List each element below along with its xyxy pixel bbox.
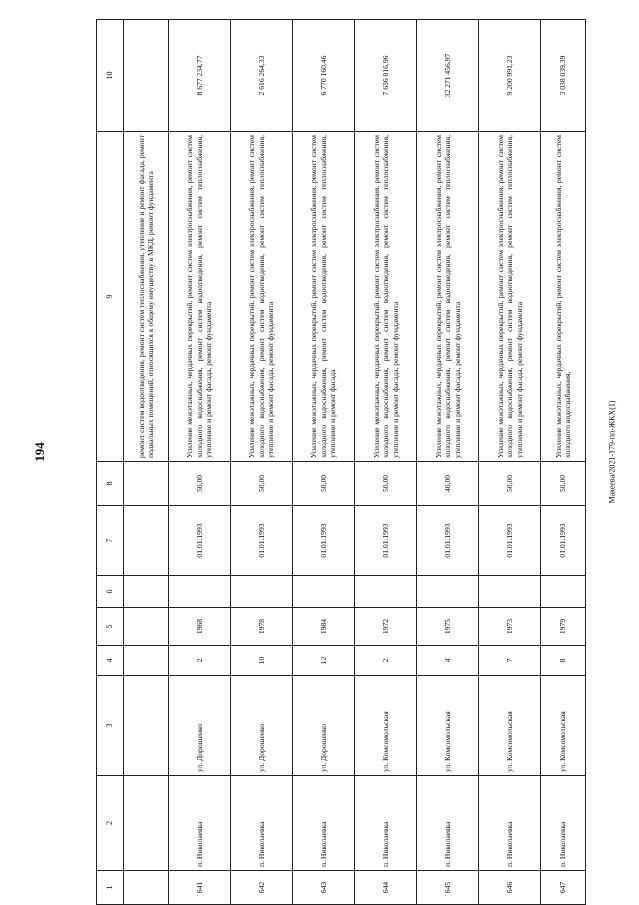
wear-percent-cell: 50,00 [541, 462, 586, 506]
column-6-cell [541, 576, 586, 608]
registration-date-cell: 01.01.1993 [231, 506, 293, 576]
table-row [169, 20, 231, 905]
repair-cost-cell: 9 200 991,23 [479, 20, 541, 132]
table-row [479, 20, 541, 905]
repair-cost-cell: 8 677 234,77 [169, 20, 231, 132]
column-6-cell [293, 576, 355, 608]
build-year-cell: 1984 [293, 608, 355, 646]
col-header-2: 2 [97, 776, 124, 871]
settlement-cell: п. Николаевка [355, 776, 417, 871]
col-header-5: 5 [97, 608, 124, 646]
document-code: Макеева/2021-179-пп-ЖКХ(1) [607, 400, 617, 504]
street-cell: ул. Дорошенко [293, 676, 355, 776]
street-cell: ул. Дорошенко [169, 676, 231, 776]
col-header-10: 10 [97, 20, 124, 132]
house-number-cell: 2 [355, 646, 417, 676]
repair-works-cell: Усиление межэтажных, чердачных перекрытий, ремонт систем электроснабжения, ремонт систем холодного водоснабжения, ремонт систем водоотведения, ремонт систем теплоснабжения, утепление и ремонт фасада [293, 132, 355, 462]
col-header-9: 9 [97, 132, 124, 462]
build-year-cell: 1973 [479, 608, 541, 646]
build-year-cell: 1978 [231, 608, 293, 646]
repair-cost-cell: 2 616 264,33 [231, 20, 293, 132]
table-row [231, 20, 293, 905]
column-6-cell [479, 576, 541, 608]
column-6-cell [417, 576, 479, 608]
settlement-cell: п. Николаевка [293, 776, 355, 871]
repair-cost-cell: 6 770 160,46 [293, 20, 355, 132]
settlement-cell: п. Николаевка [231, 776, 293, 871]
house-number-cell: 12 [293, 646, 355, 676]
street-cell: ул. Комсомольская [541, 676, 586, 776]
continuation-row [124, 20, 169, 905]
repair-works-cell: Усиление межэтажных, чердачных перекрытий, ремонт систем электроснабжения, ремонт систем холодного водоснабжения, ремонт систем водоотведения, ремонт систем теплоснабжения, утепление и ремонт фасада, ремонт фундамента [417, 132, 479, 462]
repair-works-cell: Усиление межэтажных, чердачных перекрытий, ремонт систем электроснабжения, ремонт систем холодного водоснабжения, ремонт систем водоотведения, ремонт систем теплоснабжения, утепление и ремонт фасада, ремонт фундамента [231, 132, 293, 462]
column-number-row [97, 20, 124, 905]
table-row [541, 20, 586, 905]
house-number-cell: 7 [479, 646, 541, 676]
registration-date-cell: 01.01.1993 [479, 506, 541, 576]
build-year-cell: 1979 [541, 608, 586, 646]
build-year-cell: 1968 [169, 608, 231, 646]
row-number-cell: 641 [169, 871, 231, 905]
row-number-cell: 644 [355, 871, 417, 905]
row-number-cell: 645 [417, 871, 479, 905]
registration-date-cell: 01.01.1993 [293, 506, 355, 576]
house-number-cell: 2 [169, 646, 231, 676]
street-cell: ул. Дорошенко [231, 676, 293, 776]
col-header-1: 1 [97, 871, 124, 905]
build-year-cell: 1975 [417, 608, 479, 646]
housing-repair-table [96, 19, 586, 905]
registration-date-cell: 01.01.1993 [355, 506, 417, 576]
wear-percent-cell: 50,00 [293, 462, 355, 506]
street-cell: ул. Комсомольская [417, 676, 479, 776]
col-header-6: 6 [97, 576, 124, 608]
registration-date-cell: 01.01.1993 [417, 506, 479, 576]
settlement-cell: п. Николаевка [169, 776, 231, 871]
table-row [417, 20, 479, 905]
wear-percent-cell: 50,00 [169, 462, 231, 506]
settlement-cell: п. Николаевка [417, 776, 479, 871]
street-cell: ул. Комсомольская [355, 676, 417, 776]
registration-date-cell: 01.01.1993 [541, 506, 586, 576]
column-6-cell [231, 576, 293, 608]
column-6-cell [355, 576, 417, 608]
build-year-cell: 1972 [355, 608, 417, 646]
row-number-cell: 642 [231, 871, 293, 905]
repair-cost-cell: 3 038 039,39 [541, 20, 586, 132]
settlement-cell: п. Николаевка [541, 776, 586, 871]
repair-cost-cell: 32 271 456,97 [417, 20, 479, 132]
repair-works-cell: Усиление межэтажных, чердачных перекрытий, ремонт систем электроснабжения, ремонт систем холодного водоснабжения, ремонт систем водоотведения, ремонт систем теплоснабжения, утепление и ремонт фасада, ремонт фундамента [479, 132, 541, 462]
row-number-cell: 647 [541, 871, 586, 905]
col-header-7: 7 [97, 506, 124, 576]
col-header-8: 8 [97, 462, 124, 506]
continuation-works: ремонт систем водоотведения, ремонт систем теплоснабжения, утепление и ремонт фасада, ремонт подвальных помещений, относящихся к общему имуществу в МКД, ремонт фундамента [124, 132, 169, 462]
wear-percent-cell: 50,00 [479, 462, 541, 506]
house-number-cell: 10 [231, 646, 293, 676]
repair-works-cell: Усиление межэтажных, чердачных перекрытий, ремонт систем электроснабжения, ремонт систем холодного водоснабжения, [541, 132, 586, 462]
col-header-3: 3 [97, 676, 124, 776]
street-cell: ул. Комсомольская [479, 676, 541, 776]
rotated-table-wrapper [96, 20, 586, 905]
repair-works-cell: Усиление межэтажных, чердачных перекрытий, ремонт систем электроснабжения, ремонт систем холодного водоснабжения, ремонт систем водоотведения, ремонт систем теплоснабжения, утепление и ремонт фасада, ремонт фундамента [169, 132, 231, 462]
row-number-cell: 646 [479, 871, 541, 905]
table-row [293, 20, 355, 905]
wear-percent-cell: 40,00 [417, 462, 479, 506]
house-number-cell: 4 [417, 646, 479, 676]
wear-percent-cell: 50,00 [355, 462, 417, 506]
settlement-cell: п. Николаевка [479, 776, 541, 871]
col-header-4: 4 [97, 646, 124, 676]
column-6-cell [169, 576, 231, 608]
row-number-cell: 643 [293, 871, 355, 905]
house-number-cell: 8 [541, 646, 586, 676]
page-number: 194 [32, 442, 47, 462]
repair-cost-cell: 7 636 016,96 [355, 20, 417, 132]
table-row [355, 20, 417, 905]
wear-percent-cell: 50,00 [231, 462, 293, 506]
registration-date-cell: 01.01.1993 [169, 506, 231, 576]
repair-works-cell: Усиление межэтажных, чердачных перекрытий, ремонт систем электроснабжения, ремонт систем холодного водоснабжения, ремонт систем водоотведения, ремонт систем теплоснабжения, утепление и ремонт фасада, ремонт фундамента [355, 132, 417, 462]
